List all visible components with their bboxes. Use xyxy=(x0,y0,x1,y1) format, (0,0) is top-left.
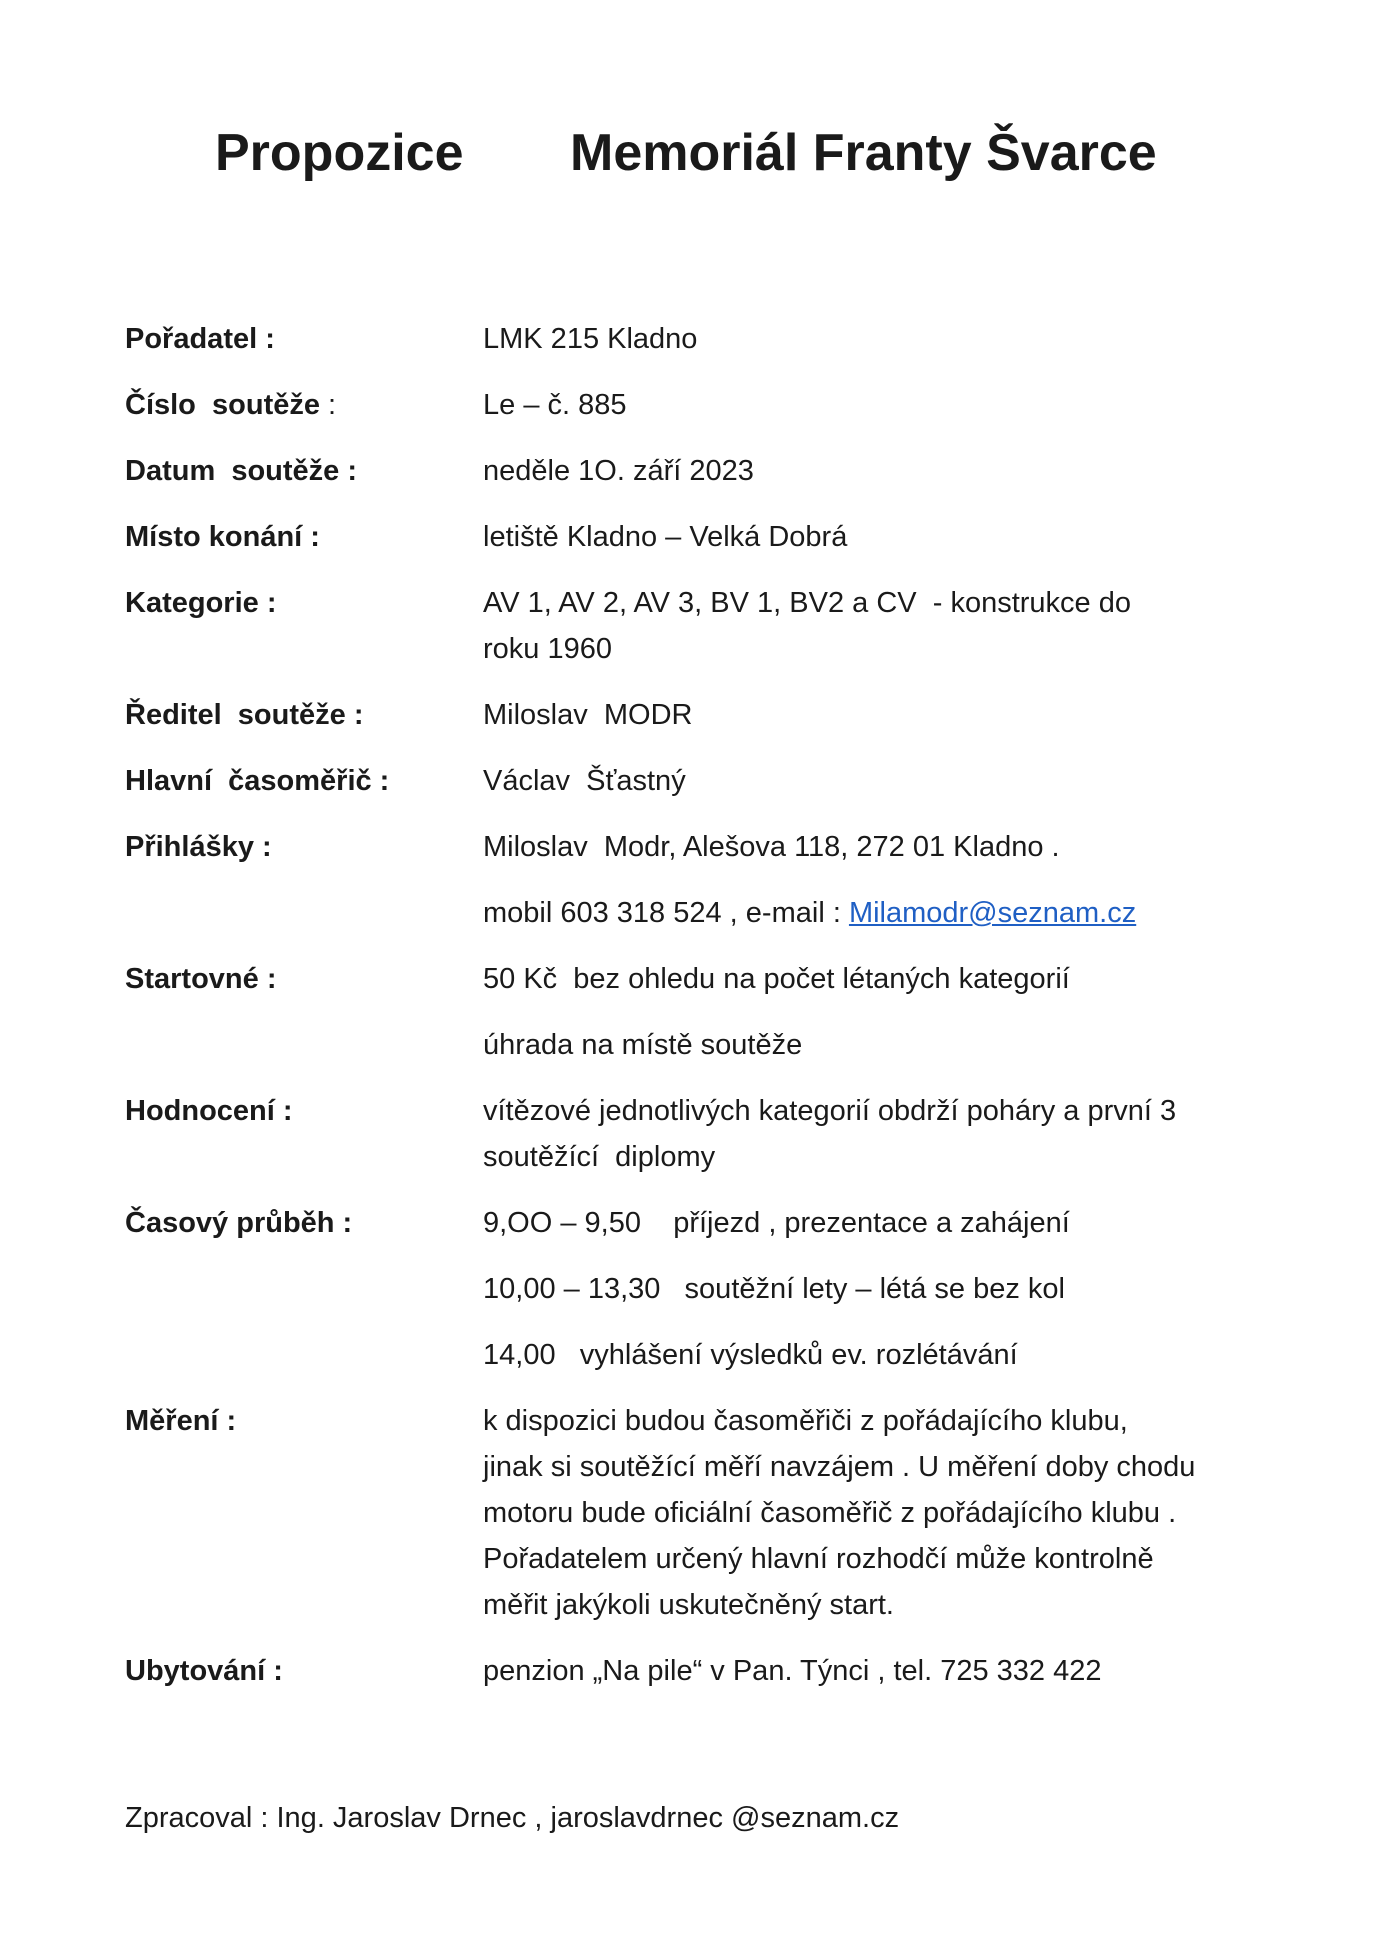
contact-prefix: mobil 603 318 524 , e-mail : xyxy=(483,897,849,929)
label-poradatel: Pořadatel : xyxy=(125,323,275,355)
row-kategorie xyxy=(0,580,1380,672)
value-kategorie xyxy=(483,580,1283,672)
row-prihlasky xyxy=(0,824,1380,936)
value-line: soutěžící diplomy xyxy=(483,1141,716,1173)
schedule-line: 10,00 – 13,30 soutěžní lety – létá se bez kol xyxy=(483,1273,1065,1305)
value-mereni xyxy=(483,1398,1283,1628)
value-line: Václav Šťastný xyxy=(483,765,686,797)
value-hlavni-casomeric xyxy=(483,758,1283,804)
email-link[interactable]: Milamodr@seznam.cz xyxy=(848,897,1137,929)
value-line: roku 1960 xyxy=(483,633,612,665)
value-line: LMK 215 Kladno xyxy=(483,323,698,355)
page-title xyxy=(0,118,1380,188)
row-hodnoceni xyxy=(0,1088,1380,1180)
schedule-line: 14,00 vyhlášení výsledků ev. rozlétávání xyxy=(483,1339,1018,1371)
label-cislo-souteze-colon: : xyxy=(320,389,337,421)
row-reditel-souteze xyxy=(0,692,1380,738)
value-poradatel xyxy=(483,316,1283,362)
label-hodnoceni: Hodnocení : xyxy=(125,1095,293,1127)
label-misto-konani: Místo konání : xyxy=(125,521,320,553)
value-line: AV 1, AV 2, AV 3, BV 1, BV2 a CV - konstrukce do xyxy=(483,587,1131,619)
row-datum-souteze xyxy=(0,448,1380,494)
value-line: Pořadatelem určený hlavní rozhodčí může kontrolně xyxy=(483,1543,1154,1575)
title-propozice: Propozice xyxy=(215,124,464,182)
schedule-line: 9,OO – 9,50 příjezd , prezentace a zahájení xyxy=(483,1207,1070,1239)
label-reditel-souteze: Ředitel soutěže : xyxy=(125,699,364,731)
label-hlavni-casomeric: Hlavní časoměřič : xyxy=(125,765,390,797)
value-line: vítězové jednotlivých kategorií obdrží poháry a první 3 xyxy=(483,1095,1177,1127)
value-line: Miloslav Modr, Alešova 118, 272 01 Kladno . xyxy=(483,831,1060,863)
value-line: k dispozici budou časoměřiči z pořádajícího klubu, xyxy=(483,1405,1128,1437)
row-startovne xyxy=(0,956,1380,1068)
footer-author: Zpracoval : Ing. Jaroslav Drnec , jaroslavdrnec @seznam.cz xyxy=(125,1802,900,1834)
label-mereni: Měření : xyxy=(125,1405,237,1437)
label-cislo-souteze xyxy=(125,382,336,428)
value-casovy-prubeh xyxy=(483,1200,1283,1378)
value-datum-souteze xyxy=(483,448,1283,494)
label-datum-souteze: Datum soutěže : xyxy=(125,455,358,487)
value-line: úhrada na místě soutěže xyxy=(483,1029,803,1061)
row-hlavni-casomeric xyxy=(0,758,1380,804)
value-line: měřit jakýkoli uskutečněný start. xyxy=(483,1589,894,1621)
row-ubytovani xyxy=(0,1648,1380,1694)
contact-line xyxy=(483,890,1283,936)
label-ubytovani: Ubytování : xyxy=(125,1655,283,1687)
value-line: letiště Kladno – Velká Dobrá xyxy=(483,521,848,553)
label-cislo-souteze-bold: Číslo soutěže xyxy=(125,389,320,421)
value-startovne xyxy=(483,956,1283,1068)
label-casovy-prubeh: Časový průběh : xyxy=(125,1207,353,1239)
value-hodnoceni xyxy=(483,1088,1283,1180)
value-line: 50 Kč bez ohledu na počet létaných kategorií xyxy=(483,963,1070,995)
label-startovne: Startovné : xyxy=(125,963,277,995)
details-list xyxy=(0,316,1380,1714)
value-line: jinak si soutěžící měří navzájem . U měření doby chodu xyxy=(483,1451,1196,1483)
value-reditel-souteze xyxy=(483,692,1283,738)
value-misto-konani xyxy=(483,514,1283,560)
value-cislo-souteze xyxy=(483,382,1283,428)
row-misto-konani xyxy=(0,514,1380,560)
row-cislo-souteze xyxy=(0,382,1380,428)
label-prihlasky: Přihlášky : xyxy=(125,831,272,863)
value-line: penzion „Na pile“ v Pan. Týnci , tel. 725 332 422 xyxy=(483,1655,1102,1687)
label-kategorie: Kategorie : xyxy=(125,587,277,619)
title-memorial: Memoriál Franty Švarce xyxy=(570,124,1157,182)
value-line: Le – č. 885 xyxy=(483,389,627,421)
value-ubytovani xyxy=(483,1648,1283,1694)
value-line: motoru bude oficiální časoměřič z pořádajícího klubu . xyxy=(483,1497,1177,1529)
row-poradatel xyxy=(0,316,1380,362)
row-mereni xyxy=(0,1398,1380,1628)
row-casovy-prubeh xyxy=(0,1200,1380,1378)
value-prihlasky xyxy=(483,824,1283,936)
value-line: Miloslav MODR xyxy=(483,699,693,731)
value-line: neděle 1O. září 2023 xyxy=(483,455,754,487)
